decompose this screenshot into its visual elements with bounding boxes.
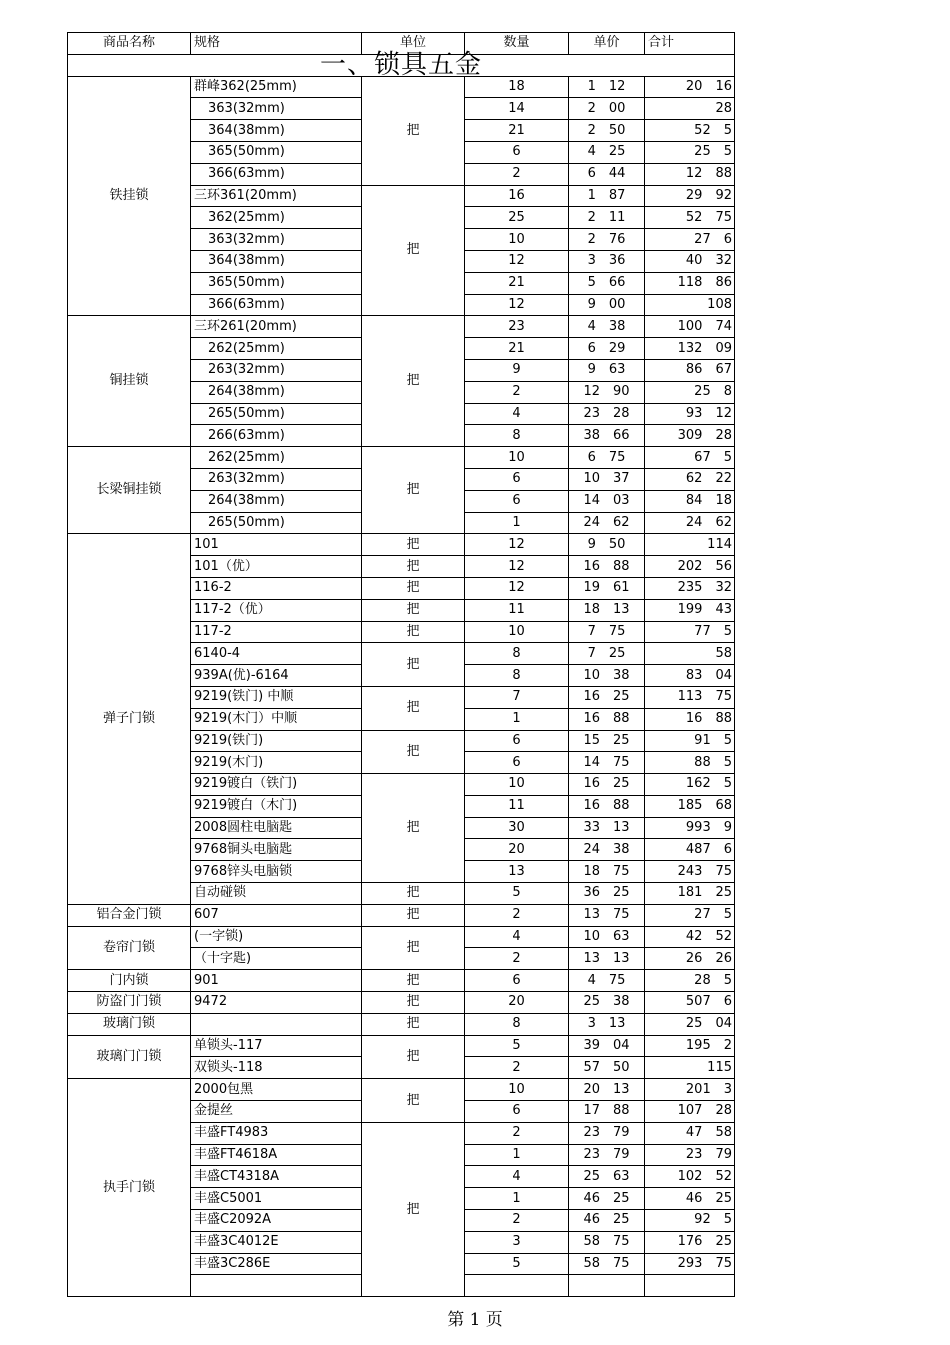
total-cell[interactable]: 201 3 (645, 1079, 735, 1101)
spec-cell[interactable]: 362(25mm) (191, 207, 362, 229)
spec-cell[interactable]: 365(50mm) (191, 141, 362, 163)
table-row (68, 316, 735, 338)
qty-cell[interactable]: 12 (465, 577, 569, 599)
spec-cell[interactable]: 366(63mm) (191, 163, 362, 185)
spec-cell[interactable]: 9768铜头电脑匙 (191, 839, 362, 861)
total-cell[interactable]: 40 32 (645, 250, 735, 272)
total-cell[interactable]: 107 28 (645, 1101, 735, 1123)
price-cell[interactable]: 36 25 (569, 883, 645, 905)
section-title[interactable]: 一、锁具五金 (68, 54, 735, 76)
unit-cell[interactable]: 把 (362, 316, 465, 447)
qty-cell[interactable]: 12 (465, 250, 569, 272)
spec-cell[interactable]: 单锁头-117 (191, 1035, 362, 1057)
qty-cell[interactable]: 2 (465, 381, 569, 403)
spec-cell[interactable]: 262(25mm) (191, 447, 362, 469)
qty-cell[interactable]: 6 (465, 730, 569, 752)
price-cell[interactable]: 18 13 (569, 599, 645, 621)
price-cell[interactable]: 12 90 (569, 381, 645, 403)
unit-cell[interactable]: 把 (362, 643, 465, 687)
total-cell[interactable]: 67 5 (645, 447, 735, 469)
price-cell[interactable]: 39 04 (569, 1035, 645, 1057)
total-cell[interactable]: 47 58 (645, 1122, 735, 1144)
spec-cell[interactable]: 丰盛3C4012E (191, 1231, 362, 1253)
unit-cell[interactable]: 把 (362, 185, 465, 316)
header-unit[interactable]: 单位 (362, 33, 465, 55)
price-cell[interactable]: 4 38 (569, 316, 645, 338)
qty-cell[interactable]: 7 (465, 686, 569, 708)
total-cell[interactable]: 293 75 (645, 1253, 735, 1275)
spec-cell[interactable]: 364(38mm) (191, 120, 362, 142)
total-cell[interactable]: 52 5 (645, 120, 735, 142)
header-name[interactable]: 商品名称 (68, 33, 191, 55)
total-cell[interactable]: 20 16 (645, 76, 735, 98)
category-cell[interactable]: 执手门锁 (68, 1079, 191, 1297)
qty-cell[interactable]: 23 (465, 316, 569, 338)
price-cell[interactable]: 6 44 (569, 163, 645, 185)
total-cell[interactable]: 86 67 (645, 359, 735, 381)
total-cell[interactable]: 487 6 (645, 839, 735, 861)
qty-cell[interactable]: 4 (465, 926, 569, 948)
spec-cell[interactable]: （十字匙) (191, 948, 362, 970)
price-cell[interactable]: 14 03 (569, 490, 645, 512)
unit-cell[interactable]: 把 (362, 774, 465, 883)
total-cell[interactable]: 235 32 (645, 577, 735, 599)
qty-cell[interactable]: 20 (465, 992, 569, 1014)
qty-cell[interactable]: 6 (465, 1101, 569, 1123)
total-cell[interactable]: 24 62 (645, 512, 735, 534)
price-cell[interactable]: 3 13 (569, 1013, 645, 1035)
spec-cell[interactable]: 607 (191, 904, 362, 926)
header-spec[interactable]: 规格 (191, 33, 362, 55)
qty-cell[interactable]: 14 (465, 98, 569, 120)
total-cell[interactable]: 29 92 (645, 185, 735, 207)
price-cell[interactable]: 33 13 (569, 817, 645, 839)
price-cell[interactable]: 57 50 (569, 1057, 645, 1079)
unit-cell[interactable]: 把 (362, 992, 465, 1014)
price-cell[interactable]: 6 29 (569, 338, 645, 360)
section-title-row (68, 54, 735, 76)
price-cell[interactable]: 10 38 (569, 665, 645, 687)
category-cell[interactable]: 门内锁 (68, 970, 191, 992)
price-cell[interactable]: 16 88 (569, 556, 645, 578)
qty-cell[interactable]: 10 (465, 1079, 569, 1101)
price-cell[interactable]: 4 25 (569, 141, 645, 163)
spec-cell[interactable]: 9219(铁门) (191, 730, 362, 752)
total-cell[interactable]: 42 52 (645, 926, 735, 948)
spec-cell[interactable]: 263(32mm) (191, 359, 362, 381)
spec-cell[interactable]: 9768锌头电脑锁 (191, 861, 362, 883)
spec-cell[interactable]: 116-2 (191, 577, 362, 599)
qty-cell[interactable]: 25 (465, 207, 569, 229)
category-cell[interactable]: 铜挂锁 (68, 316, 191, 447)
qty-cell[interactable]: 6 (465, 141, 569, 163)
price-cell[interactable]: 23 79 (569, 1144, 645, 1166)
total-cell[interactable]: 25 8 (645, 381, 735, 403)
table-row (68, 904, 735, 926)
total-cell[interactable]: 25 5 (645, 141, 735, 163)
qty-cell[interactable]: 2 (465, 948, 569, 970)
price-cell[interactable]: 6 75 (569, 447, 645, 469)
price-cell[interactable]: 16 88 (569, 795, 645, 817)
spec-cell[interactable]: 丰盛3C286E (191, 1253, 362, 1275)
category-cell[interactable]: 铝合金门锁 (68, 904, 191, 926)
qty-cell[interactable]: 18 (465, 76, 569, 98)
table-row (68, 1079, 735, 1101)
category-cell[interactable]: 弹子门锁 (68, 534, 191, 905)
price-cell[interactable]: 1 87 (569, 185, 645, 207)
unit-cell[interactable]: 把 (362, 730, 465, 774)
total-cell[interactable]: 243 75 (645, 861, 735, 883)
price-cell[interactable]: 14 75 (569, 752, 645, 774)
total-cell[interactable]: 162 5 (645, 774, 735, 796)
qty-cell[interactable]: 4 (465, 1166, 569, 1188)
price-cell[interactable]: 1 12 (569, 76, 645, 98)
spec-cell[interactable]: 双锁头-118 (191, 1057, 362, 1079)
price-cell[interactable]: 23 79 (569, 1122, 645, 1144)
spec-cell[interactable]: 363(32mm) (191, 229, 362, 251)
spec-cell[interactable]: 364(38mm) (191, 250, 362, 272)
qty-cell[interactable]: 10 (465, 447, 569, 469)
spec-cell[interactable]: 266(63mm) (191, 425, 362, 447)
spec-cell[interactable]: 丰盛C5001 (191, 1188, 362, 1210)
price-cell[interactable]: 13 13 (569, 948, 645, 970)
total-cell[interactable]: 132 09 (645, 338, 735, 360)
total-cell[interactable]: 507 6 (645, 992, 735, 1014)
total-cell[interactable]: 23 79 (645, 1144, 735, 1166)
spec-cell[interactable] (191, 1275, 362, 1297)
total-cell[interactable]: 77 5 (645, 621, 735, 643)
table-row (68, 1035, 735, 1057)
table-row (68, 1013, 735, 1035)
spec-cell[interactable]: 9219镀白（木门) (191, 795, 362, 817)
header-total[interactable]: 合计 (645, 33, 735, 55)
spec-cell[interactable]: 群峰362(25mm) (191, 76, 362, 98)
total-cell[interactable]: 91 5 (645, 730, 735, 752)
unit-cell[interactable]: 把 (362, 599, 465, 621)
price-cell[interactable]: 2 00 (569, 98, 645, 120)
spec-cell[interactable]: 2000包黑 (191, 1079, 362, 1101)
spec-cell[interactable]: 117-2（优） (191, 599, 362, 621)
price-cell[interactable]: 58 75 (569, 1253, 645, 1275)
total-cell[interactable] (645, 1275, 735, 1297)
total-cell[interactable]: 195 2 (645, 1035, 735, 1057)
qty-cell[interactable]: 2 (465, 1122, 569, 1144)
table-row (68, 534, 735, 556)
total-cell[interactable]: 28 (645, 98, 735, 120)
spec-cell[interactable]: 365(50mm) (191, 272, 362, 294)
qty-cell[interactable]: 8 (465, 665, 569, 687)
qty-cell[interactable]: 5 (465, 883, 569, 905)
qty-cell[interactable]: 8 (465, 425, 569, 447)
price-cell[interactable]: 46 25 (569, 1188, 645, 1210)
qty-cell[interactable]: 10 (465, 774, 569, 796)
qty-cell[interactable]: 8 (465, 1013, 569, 1035)
table-row (68, 992, 735, 1014)
qty-cell[interactable]: 3 (465, 1231, 569, 1253)
price-cell[interactable] (569, 1275, 645, 1297)
unit-cell[interactable]: 把 (362, 883, 465, 905)
total-cell[interactable]: 58 (645, 643, 735, 665)
header-qty[interactable]: 数量 (465, 33, 569, 55)
spec-cell[interactable]: 丰盛CT4318A (191, 1166, 362, 1188)
spec-cell[interactable]: 265(50mm) (191, 512, 362, 534)
spec-cell[interactable]: 101 (191, 534, 362, 556)
unit-cell[interactable]: 把 (362, 577, 465, 599)
qty-cell[interactable]: 5 (465, 1035, 569, 1057)
total-cell[interactable]: 309 28 (645, 425, 735, 447)
total-cell[interactable]: 83 04 (645, 665, 735, 687)
total-cell[interactable]: 113 75 (645, 686, 735, 708)
qty-cell[interactable]: 2 (465, 163, 569, 185)
spec-cell[interactable]: 2008圆柱电脑匙 (191, 817, 362, 839)
category-cell[interactable]: 玻璃门锁 (68, 1013, 191, 1035)
spec-cell[interactable] (191, 1013, 362, 1035)
spec-cell[interactable]: 9219(木门) (191, 752, 362, 774)
qty-cell[interactable]: 21 (465, 338, 569, 360)
total-cell[interactable]: 100 74 (645, 316, 735, 338)
qty-cell[interactable]: 12 (465, 294, 569, 316)
price-cell[interactable]: 25 38 (569, 992, 645, 1014)
spec-cell[interactable]: 丰盛FT4618A (191, 1144, 362, 1166)
total-cell[interactable]: 27 6 (645, 229, 735, 251)
total-cell[interactable]: 202 56 (645, 556, 735, 578)
qty-cell[interactable]: 1 (465, 1188, 569, 1210)
unit-cell[interactable]: 把 (362, 1013, 465, 1035)
total-cell[interactable]: 88 5 (645, 752, 735, 774)
price-cell[interactable]: 2 50 (569, 120, 645, 142)
price-cell[interactable]: 18 75 (569, 861, 645, 883)
total-cell[interactable]: 199 43 (645, 599, 735, 621)
unit-cell[interactable]: 把 (362, 1035, 465, 1079)
spec-cell[interactable]: 901 (191, 970, 362, 992)
total-cell[interactable]: 108 (645, 294, 735, 316)
total-cell[interactable]: 46 25 (645, 1188, 735, 1210)
qty-cell[interactable]: 6 (465, 752, 569, 774)
table-row (68, 926, 735, 948)
qty-cell[interactable]: 1 (465, 512, 569, 534)
total-cell[interactable]: 16 88 (645, 708, 735, 730)
qty-cell[interactable]: 21 (465, 272, 569, 294)
qty-cell[interactable]: 2 (465, 904, 569, 926)
price-cell[interactable]: 16 25 (569, 774, 645, 796)
qty-cell[interactable]: 2 (465, 1057, 569, 1079)
unit-cell[interactable]: 把 (362, 1122, 465, 1296)
total-cell[interactable]: 185 68 (645, 795, 735, 817)
qty-cell[interactable]: 11 (465, 795, 569, 817)
spec-cell[interactable]: 6140-4 (191, 643, 362, 665)
spec-cell[interactable]: 9219(木门）中顺 (191, 708, 362, 730)
unit-cell[interactable]: 把 (362, 904, 465, 926)
price-cell[interactable]: 7 25 (569, 643, 645, 665)
spec-cell[interactable]: 9219(铁门) 中顺 (191, 686, 362, 708)
total-cell[interactable]: 52 75 (645, 207, 735, 229)
price-cell[interactable]: 10 63 (569, 926, 645, 948)
price-cell[interactable]: 24 38 (569, 839, 645, 861)
unit-cell[interactable]: 把 (362, 447, 465, 534)
spec-cell[interactable]: 262(25mm) (191, 338, 362, 360)
qty-cell[interactable]: 1 (465, 708, 569, 730)
unit-cell[interactable]: 把 (362, 1079, 465, 1123)
spec-cell[interactable]: 金提丝 (191, 1101, 362, 1123)
qty-cell[interactable]: 10 (465, 621, 569, 643)
spec-cell[interactable]: 117-2 (191, 621, 362, 643)
total-cell[interactable]: 114 (645, 534, 735, 556)
spec-cell[interactable]: 363(32mm) (191, 98, 362, 120)
price-table (67, 32, 735, 1297)
price-cell[interactable]: 23 28 (569, 403, 645, 425)
total-cell[interactable]: 176 25 (645, 1231, 735, 1253)
price-cell[interactable]: 9 63 (569, 359, 645, 381)
price-cell[interactable]: 5 66 (569, 272, 645, 294)
price-cell[interactable]: 58 75 (569, 1231, 645, 1253)
qty-cell[interactable]: 1 (465, 1144, 569, 1166)
spec-cell[interactable]: (一字锁) (191, 926, 362, 948)
price-cell[interactable]: 4 75 (569, 970, 645, 992)
spec-cell[interactable]: 265(50mm) (191, 403, 362, 425)
total-cell[interactable]: 993 9 (645, 817, 735, 839)
price-cell[interactable]: 10 37 (569, 468, 645, 490)
price-cell[interactable]: 25 63 (569, 1166, 645, 1188)
total-cell[interactable]: 12 88 (645, 163, 735, 185)
total-cell[interactable]: 25 04 (645, 1013, 735, 1035)
qty-cell[interactable]: 4 (465, 403, 569, 425)
table-row (68, 970, 735, 992)
qty-cell[interactable]: 21 (465, 120, 569, 142)
unit-cell[interactable]: 把 (362, 556, 465, 578)
qty-cell[interactable]: 16 (465, 185, 569, 207)
total-cell[interactable]: 102 52 (645, 1166, 735, 1188)
price-cell[interactable]: 38 66 (569, 425, 645, 447)
total-cell[interactable]: 62 22 (645, 468, 735, 490)
qty-cell[interactable]: 12 (465, 556, 569, 578)
unit-cell[interactable]: 把 (362, 534, 465, 556)
qty-cell[interactable]: 11 (465, 599, 569, 621)
price-cell[interactable]: 7 75 (569, 621, 645, 643)
qty-cell[interactable]: 10 (465, 229, 569, 251)
spec-cell[interactable]: 9472 (191, 992, 362, 1014)
price-cell[interactable]: 9 00 (569, 294, 645, 316)
category-cell[interactable]: 卷帘门锁 (68, 926, 191, 970)
unit-cell[interactable]: 把 (362, 76, 465, 185)
qty-cell[interactable]: 2 (465, 1210, 569, 1232)
page-number: 第 1 页 (447, 1310, 503, 1330)
total-cell[interactable]: 84 18 (645, 490, 735, 512)
total-cell[interactable]: 93 12 (645, 403, 735, 425)
price-cell[interactable]: 2 76 (569, 229, 645, 251)
qty-cell[interactable]: 9 (465, 359, 569, 381)
spec-cell[interactable]: 101（优） (191, 556, 362, 578)
total-cell[interactable]: 181 25 (645, 883, 735, 905)
price-cell[interactable]: 16 88 (569, 708, 645, 730)
spec-cell[interactable]: 丰盛FT4983 (191, 1122, 362, 1144)
price-cell[interactable]: 17 88 (569, 1101, 645, 1123)
qty-cell[interactable]: 6 (465, 490, 569, 512)
price-cell[interactable]: 13 75 (569, 904, 645, 926)
price-cell[interactable]: 24 62 (569, 512, 645, 534)
spec-cell[interactable]: 264(38mm) (191, 490, 362, 512)
unit-cell[interactable]: 把 (362, 926, 465, 970)
spec-cell[interactable]: 366(63mm) (191, 294, 362, 316)
total-cell[interactable]: 92 5 (645, 1210, 735, 1232)
price-cell[interactable]: 15 25 (569, 730, 645, 752)
price-cell[interactable]: 9 50 (569, 534, 645, 556)
spec-cell[interactable]: 939A(优)-6164 (191, 665, 362, 687)
qty-cell[interactable]: 13 (465, 861, 569, 883)
total-cell[interactable]: 118 86 (645, 272, 735, 294)
price-cell[interactable]: 20 13 (569, 1079, 645, 1101)
header-price[interactable]: 单价 (569, 33, 645, 55)
total-cell[interactable]: 115 (645, 1057, 735, 1079)
qty-cell[interactable] (465, 1275, 569, 1297)
spec-cell[interactable]: 丰盛C2092A (191, 1210, 362, 1232)
qty-cell[interactable]: 6 (465, 468, 569, 490)
price-cell[interactable]: 3 36 (569, 250, 645, 272)
total-cell[interactable]: 28 5 (645, 970, 735, 992)
table-row (68, 447, 735, 469)
category-cell[interactable]: 铁挂锁 (68, 76, 191, 316)
qty-cell[interactable]: 30 (465, 817, 569, 839)
category-cell[interactable]: 玻璃门门锁 (68, 1035, 191, 1079)
qty-cell[interactable]: 8 (465, 643, 569, 665)
spec-cell[interactable]: 三环361(20mm) (191, 185, 362, 207)
spec-cell[interactable]: 264(38mm) (191, 381, 362, 403)
table-body (68, 33, 735, 1297)
total-cell[interactable]: 26 26 (645, 948, 735, 970)
price-cell[interactable]: 2 11 (569, 207, 645, 229)
spec-cell[interactable]: 263(32mm) (191, 468, 362, 490)
spec-cell[interactable]: 9219镀白（铁门) (191, 774, 362, 796)
unit-cell[interactable]: 把 (362, 970, 465, 992)
category-cell[interactable]: 长梁铜挂锁 (68, 447, 191, 534)
spec-cell[interactable]: 三环261(20mm) (191, 316, 362, 338)
qty-cell[interactable]: 12 (465, 534, 569, 556)
category-cell[interactable]: 防盗门门锁 (68, 992, 191, 1014)
qty-cell[interactable]: 5 (465, 1253, 569, 1275)
qty-cell[interactable]: 20 (465, 839, 569, 861)
qty-cell[interactable]: 6 (465, 970, 569, 992)
price-cell[interactable]: 16 25 (569, 686, 645, 708)
total-cell[interactable]: 27 5 (645, 904, 735, 926)
spec-cell[interactable]: 自动碰锁 (191, 883, 362, 905)
unit-cell[interactable]: 把 (362, 621, 465, 643)
unit-cell[interactable]: 把 (362, 686, 465, 730)
price-cell[interactable]: 46 25 (569, 1210, 645, 1232)
price-cell[interactable]: 19 61 (569, 577, 645, 599)
